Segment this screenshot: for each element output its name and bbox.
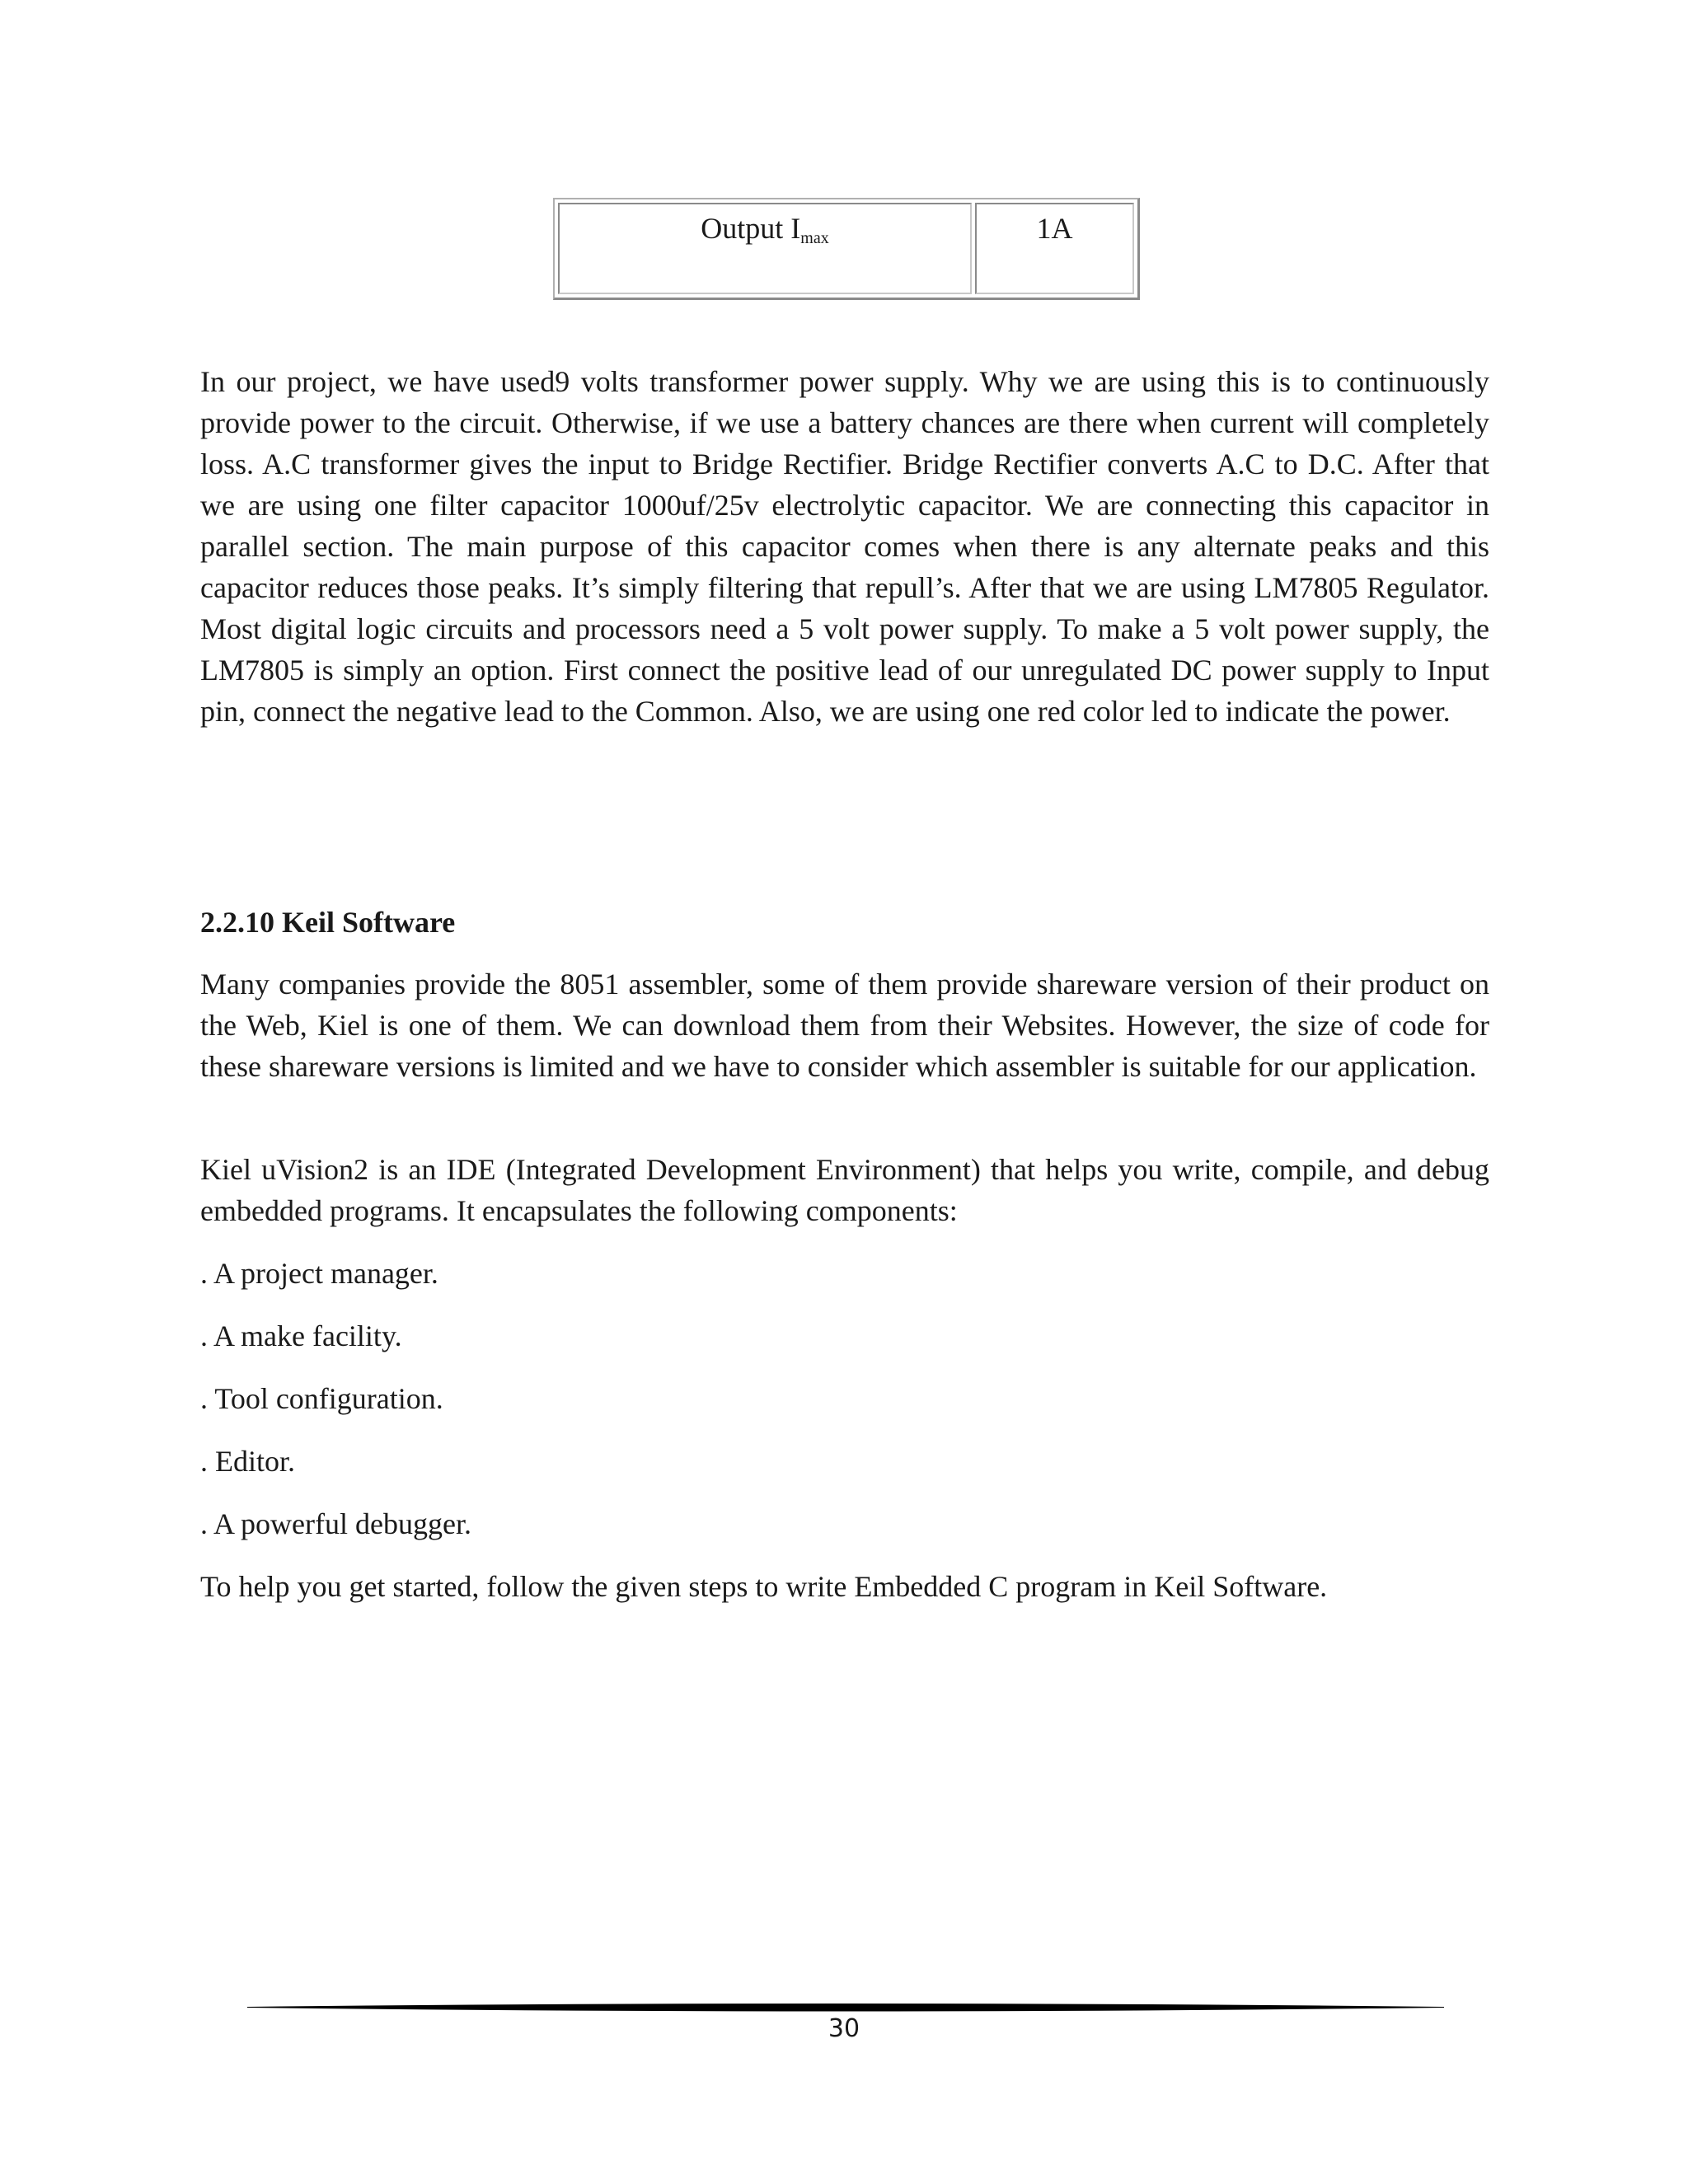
list-item: . Editor. xyxy=(200,1445,295,1478)
section-heading: 2.2.10 Keil Software xyxy=(200,906,456,939)
spec-label-subscript: max xyxy=(800,229,829,247)
power-supply-paragraph: In our project, we have used9 volts transformer power supply. Why we are using this is to continuously provide power to the circuit. Otherwise, if we use a battery chances are there when current will completely loss. A.C transformer gives the input to Bridge Rectifier. Bridge Rectifier converts A.C to D.C. After that we are using one filter capacitor 1000uf/25v electrolytic capacitor. We are connecting this capacitor in parallel section. The main purpose of this capacitor comes when there is any alternate peaks and this capacitor reduces those peaks. It’s simply filtering that repull’s. After that we are using LM7805 Regulator. Most digital logic circuits and processors need a 5 volt power supply. To make a 5 volt power supply, the LM7805 is simply an option. First connect the positive lead of our unregulated DC power supply to Input pin, connect the negative lead to the Common. Also, we are using one red color led to indicate the power. xyxy=(200,365,1489,728)
spec-label-cell xyxy=(558,203,972,294)
spec-value-cell: 1A xyxy=(975,203,1134,294)
closing-paragraph: To help you get started, follow the given steps to write Embedded C program in Keil Software. xyxy=(200,1570,1328,1603)
spec-label: Output I xyxy=(701,212,801,245)
page-number: 30 xyxy=(828,2014,860,2043)
list-item: . A make facility. xyxy=(200,1319,402,1352)
ide-description-paragraph: Kiel uVision2 is an IDE (Integrated Development Environment) that helps you write, compile, and debug embedded programs. It encapsulates the following components: xyxy=(200,1153,1489,1227)
table-row xyxy=(558,203,1134,294)
ide-description-section xyxy=(200,1149,1489,1231)
spec-table xyxy=(553,198,1140,300)
keil-intro-paragraph: Many companies provide the 8051 assembler, some of them provide shareware version of their product on the Web, Kiel is one of them. We can download them from their Websites. However, the size of code for these shareware versions is limited and we have to consider which assembler is suitable for our application. xyxy=(200,968,1489,1083)
list-item: . A powerful debugger. xyxy=(200,1507,471,1540)
keil-intro-section xyxy=(200,963,1489,1087)
list-item: . Tool configuration. xyxy=(200,1382,443,1415)
power-supply-section xyxy=(200,361,1489,732)
list-item: . A project manager. xyxy=(200,1257,438,1290)
